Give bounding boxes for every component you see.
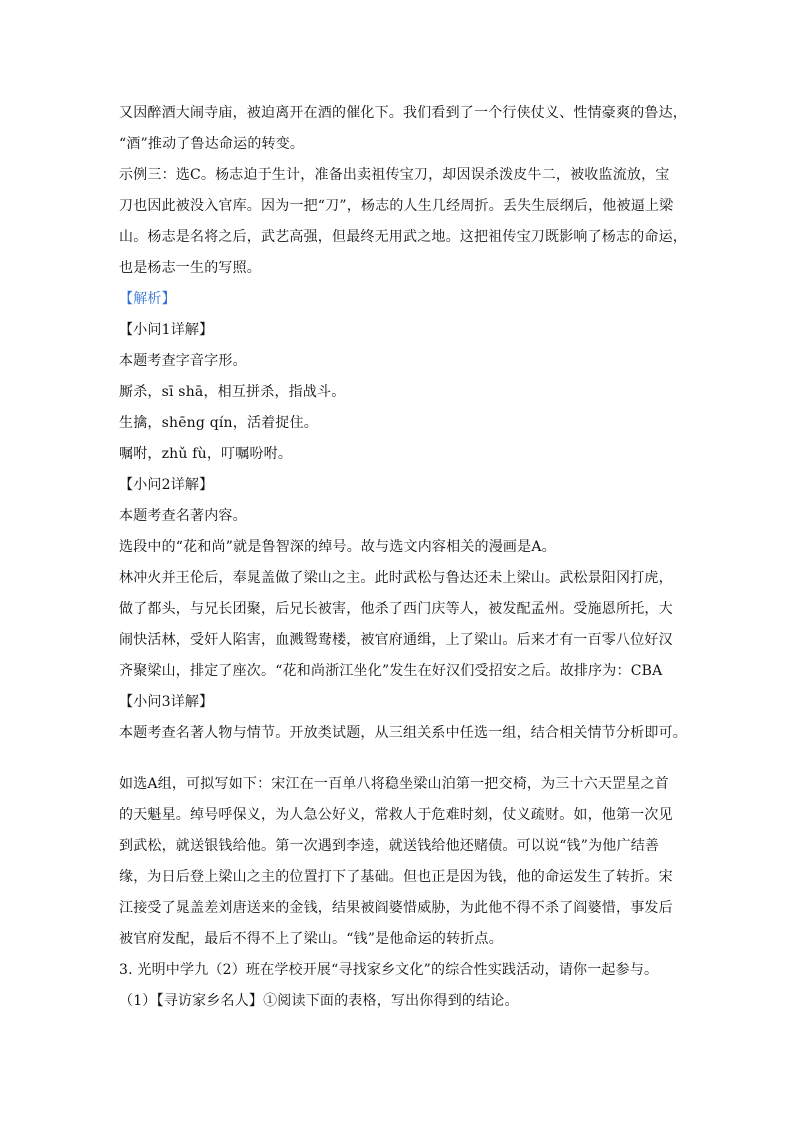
question-2-heading: 【小问2详解】 (119, 477, 214, 493)
sub-question: （1）【寻访家乡名人】①阅读下面的表格，写出你得到的结论。 (119, 993, 519, 1009)
question-3-prompt (119, 955, 679, 1017)
text-line: 做了都头，与兄长团聚，后兄长被害，他杀了西门庆等人，被发配孟州。受施恩所托，大 (119, 601, 673, 617)
text-line: 闹快活林，受奸人陷害，血溅鸳鸯楼，被官府通缉，上了梁山。后来才有一百零八位好汉 (119, 632, 673, 648)
text-line: 生擒，shēng qín，活着捉住。 (119, 415, 318, 431)
question-3-section (119, 687, 687, 955)
text-line: 林冲火并王伦后，奉晁盖做了梁山之主。此时武松与鲁达还未上梁山。武松景阳冈打虎， (119, 570, 673, 586)
text-line: 也是杨志一生的写照。 (119, 260, 261, 276)
question-1-heading: 【小问1详解】 (119, 322, 214, 338)
text-line: 被官府发配，最后不得不上了梁山。“钱”是他命运的转折点。 (119, 931, 503, 947)
text-line: 厮杀，sī shā，相互拼杀，指战斗。 (119, 384, 346, 400)
paragraph-gap (119, 749, 679, 769)
analysis-label: 【解析】 (119, 291, 176, 307)
text-line: 到武松，就送银钱给他。第一次遇到李逵，就送钱给他还赌债。可以说“钱”为他广结善 (119, 838, 660, 854)
answer-example-paragraph (119, 98, 687, 284)
text-line: 刀也因此被没入官库。因为一把“刀”，杨志的人生几经周折。丢失生辰纲后，他被逼上梁 (119, 198, 674, 214)
question-1-section (119, 315, 679, 470)
text-line: 的天魁星。绰号呼保义，为人急公好义，常救人于危难时刻，仗义疏财。如，他第一次见 (119, 807, 673, 823)
text-line: 江接受了晁盖差刘唐送来的金钱，结果被阎婆惜威胁，为此他不得不杀了阎婆惜，事发后 (119, 900, 673, 916)
question-2-section (119, 470, 679, 687)
document-body (119, 98, 687, 1017)
text-line: 又因醉酒大闹寺庙，被迫离开在酒的催化下。我们看到了一个行侠仗义、性情豪爽的鲁达， (119, 105, 687, 121)
text-line: 本题考查名著人物与情节。开放类试题，从三组关系中任选一组，结合相关情节分析即可。 (119, 725, 687, 741)
text-line: 嘱咐，zhǔ fù，叮嘱吩咐。 (119, 446, 293, 462)
question-3-heading: 【小问3详解】 (119, 694, 214, 710)
text-line: 本题考查字音字形。 (119, 353, 247, 369)
text-line: 齐聚梁山，排定了座次。“花和尚浙江坐化”发生在好汉们受招安之后。故排序为：CBA (119, 663, 663, 679)
text-line: 如选A组，可拟写如下：宋江在一百单八将稳坐梁山泊第一把交椅，为三十六天罡星之首 (119, 776, 669, 792)
text-line: 示例三：选C。杨志迫于生计，准备出卖祖传宝刀，却因误杀泼皮牛二，被收监流放，宝 (119, 167, 670, 183)
question-title: 3. 光明中学九（2）班在学校开展“寻找家乡文化”的综合性实践活动，请你一起参与。 (119, 962, 659, 978)
text-line: “酒”推动了鲁达命运的转变。 (119, 136, 305, 152)
text-line: 山。杨志是名将之后，武艺高强，但最终无用武之地。这把祖传宝刀既影响了杨志的命运， (119, 229, 687, 245)
text-line: 缘，为日后登上梁山之主的位置打下了基础。但也正是因为钱，他的命运发生了转折。宋 (119, 869, 673, 885)
text-line: 本题考查名著内容。 (119, 508, 247, 524)
text-line: 选段中的“花和尚”就是鲁智深的绰号。故与选文内容相关的漫画是A。 (119, 539, 556, 555)
